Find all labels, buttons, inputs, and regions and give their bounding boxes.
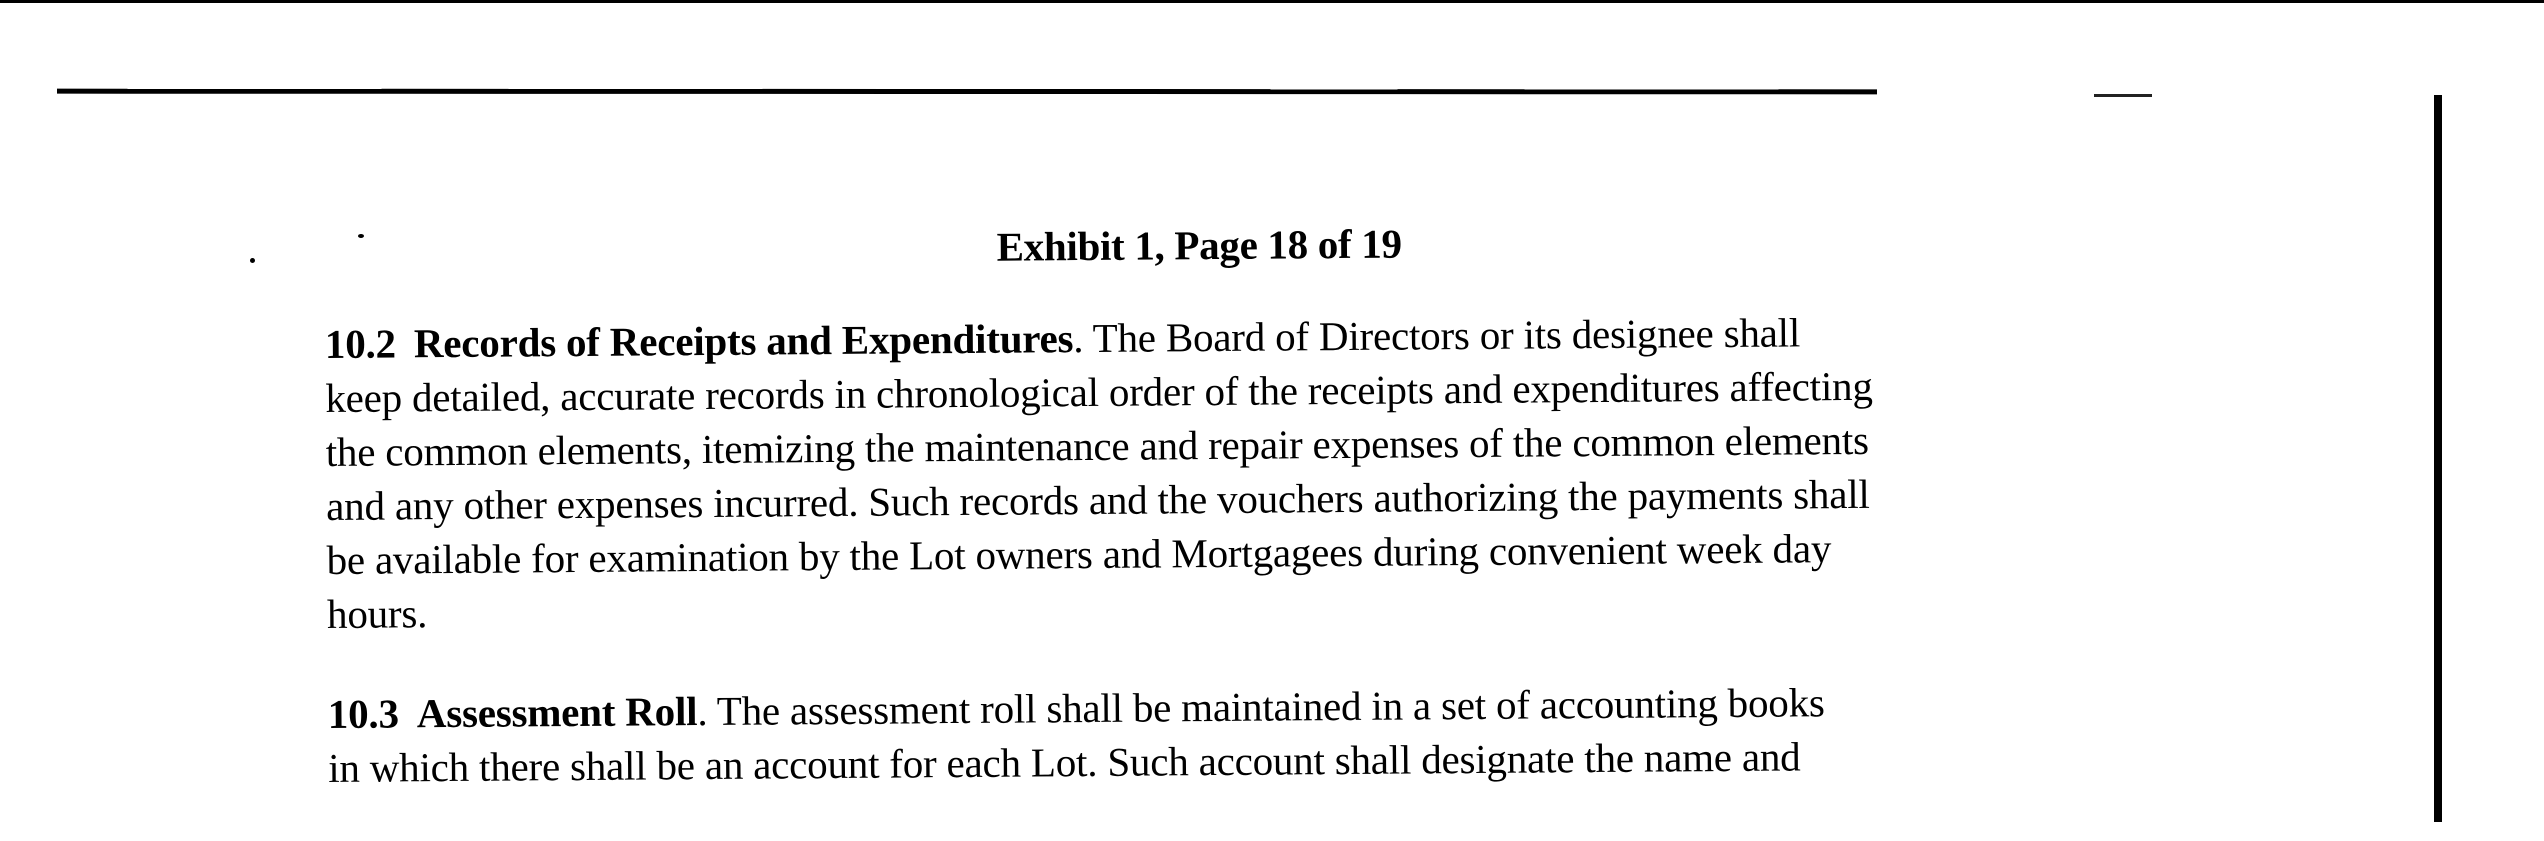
document-page [324,214,2149,841]
paragraph-line: keep detailed, accurate records in chronological order of the receipts and expenditures affecting [325,362,1873,421]
section-number: 10.3 [327,690,399,737]
paragraph-text: . The assessment roll shall be maintained in a set of accounting books [697,679,1825,735]
section-heading: Assessment Roll [416,688,698,737]
section-number: 10.2 [324,320,397,367]
paragraph-text: . The Board of Directors or its designee shall [1073,309,1801,362]
paragraph-line: and any other expenses incurred. Such records and the vouchers authorizing the payments shall [326,470,1870,529]
scan-border-top [0,0,2544,3]
paragraph-line: hours. [326,590,428,637]
paragraph-line: in which there shall be an account for each Lot. Such account shall designate the name and [328,733,1801,791]
section-10-3 [328,673,2149,795]
horizontal-rule [57,89,1877,95]
scan-border-right [2434,95,2442,822]
paragraph-line: the common elements, itemizing the maintenance and repair expenses of the common elements [325,416,1869,475]
page-header: Exhibit 1, Page 18 of 19 [996,220,1402,270]
section-10-2 [325,303,2147,641]
section-heading: Records of Receipts and Expenditures [413,315,1074,367]
scan-speck [250,258,255,263]
horizontal-rule-fragment [2094,94,2152,97]
paragraph-line: be available for examination by the Lot owners and Mortgagees during convenient week day [326,525,1832,583]
